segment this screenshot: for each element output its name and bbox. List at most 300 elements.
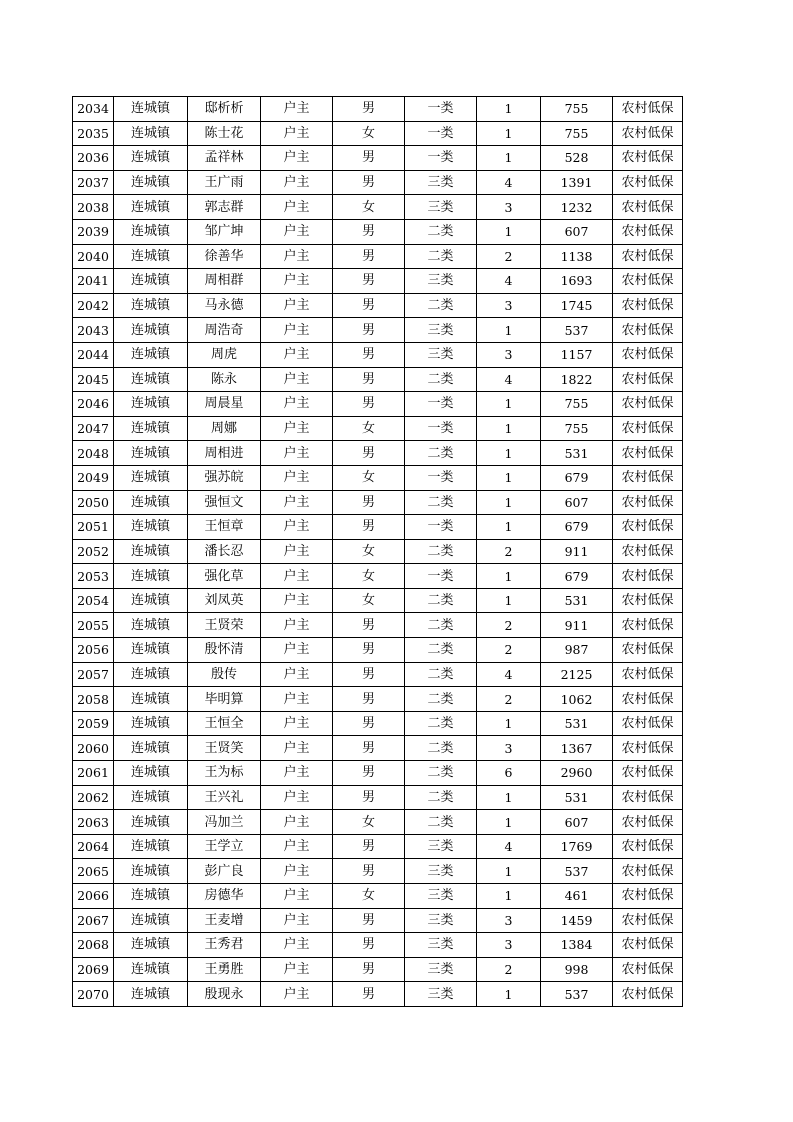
cell-relation: 户主 <box>261 244 333 269</box>
cell-name: 潘长忍 <box>188 539 261 564</box>
cell-id: 2043 <box>73 318 114 343</box>
table-row <box>73 219 683 244</box>
cell-members: 4 <box>477 834 541 859</box>
cell-amount: 998 <box>541 957 613 982</box>
cell-members: 3 <box>477 736 541 761</box>
cell-type: 农村低保 <box>613 170 683 195</box>
cell-id: 2067 <box>73 908 114 933</box>
cell-gender: 男 <box>333 638 405 663</box>
cell-amount: 1745 <box>541 293 613 318</box>
cell-town: 连城镇 <box>114 97 188 122</box>
cell-gender: 女 <box>333 884 405 909</box>
cell-name: 强化草 <box>188 564 261 589</box>
cell-amount: 755 <box>541 121 613 146</box>
table-row <box>73 392 683 417</box>
cell-members: 1 <box>477 564 541 589</box>
cell-name: 邹广坤 <box>188 219 261 244</box>
cell-relation: 户主 <box>261 908 333 933</box>
cell-gender: 男 <box>333 834 405 859</box>
table-row <box>73 859 683 884</box>
cell-id: 2059 <box>73 711 114 736</box>
cell-id: 2049 <box>73 465 114 490</box>
cell-members: 3 <box>477 195 541 220</box>
cell-category: 一类 <box>405 564 477 589</box>
cell-name: 殷传 <box>188 662 261 687</box>
cell-name: 王贤荣 <box>188 613 261 638</box>
cell-name: 强恒文 <box>188 490 261 515</box>
cell-gender: 男 <box>333 736 405 761</box>
cell-town: 连城镇 <box>114 342 188 367</box>
cell-gender: 男 <box>333 662 405 687</box>
cell-town: 连城镇 <box>114 711 188 736</box>
cell-gender: 男 <box>333 982 405 1007</box>
cell-town: 连城镇 <box>114 367 188 392</box>
cell-members: 3 <box>477 933 541 958</box>
table-row <box>73 244 683 269</box>
cell-relation: 户主 <box>261 490 333 515</box>
cell-id: 2037 <box>73 170 114 195</box>
cell-town: 连城镇 <box>114 539 188 564</box>
cell-gender: 男 <box>333 490 405 515</box>
table-row <box>73 269 683 294</box>
cell-type: 农村低保 <box>613 687 683 712</box>
cell-gender: 女 <box>333 416 405 441</box>
cell-category: 二类 <box>405 490 477 515</box>
cell-category: 一类 <box>405 392 477 417</box>
cell-type: 农村低保 <box>613 121 683 146</box>
cell-category: 一类 <box>405 515 477 540</box>
cell-category: 二类 <box>405 293 477 318</box>
cell-gender: 男 <box>333 687 405 712</box>
table-row <box>73 490 683 515</box>
cell-type: 农村低保 <box>613 810 683 835</box>
cell-name: 刘凤英 <box>188 588 261 613</box>
cell-category: 二类 <box>405 244 477 269</box>
cell-amount: 537 <box>541 982 613 1007</box>
cell-relation: 户主 <box>261 957 333 982</box>
table-row <box>73 293 683 318</box>
cell-name: 王恒章 <box>188 515 261 540</box>
cell-type: 农村低保 <box>613 933 683 958</box>
cell-name: 王恒全 <box>188 711 261 736</box>
cell-amount: 1769 <box>541 834 613 859</box>
cell-members: 4 <box>477 367 541 392</box>
cell-members: 1 <box>477 884 541 909</box>
cell-relation: 户主 <box>261 465 333 490</box>
cell-amount: 607 <box>541 810 613 835</box>
cell-amount: 755 <box>541 416 613 441</box>
cell-category: 二类 <box>405 810 477 835</box>
cell-category: 三类 <box>405 884 477 909</box>
cell-id: 2070 <box>73 982 114 1007</box>
cell-gender: 男 <box>333 515 405 540</box>
cell-town: 连城镇 <box>114 441 188 466</box>
cell-name: 毕明算 <box>188 687 261 712</box>
cell-gender: 女 <box>333 588 405 613</box>
cell-category: 二类 <box>405 761 477 786</box>
cell-relation: 户主 <box>261 834 333 859</box>
cell-town: 连城镇 <box>114 170 188 195</box>
cell-type: 农村低保 <box>613 613 683 638</box>
cell-category: 二类 <box>405 662 477 687</box>
cell-amount: 607 <box>541 219 613 244</box>
cell-town: 连城镇 <box>114 416 188 441</box>
cell-amount: 531 <box>541 441 613 466</box>
cell-members: 1 <box>477 97 541 122</box>
cell-relation: 户主 <box>261 982 333 1007</box>
table-row <box>73 195 683 220</box>
cell-members: 1 <box>477 859 541 884</box>
cell-members: 2 <box>477 687 541 712</box>
cell-category: 一类 <box>405 416 477 441</box>
table-row <box>73 441 683 466</box>
cell-id: 2045 <box>73 367 114 392</box>
cell-gender: 男 <box>333 441 405 466</box>
cell-type: 农村低保 <box>613 465 683 490</box>
cell-type: 农村低保 <box>613 195 683 220</box>
cell-gender: 男 <box>333 908 405 933</box>
cell-town: 连城镇 <box>114 195 188 220</box>
cell-relation: 户主 <box>261 810 333 835</box>
cell-relation: 户主 <box>261 736 333 761</box>
cell-name: 殷现永 <box>188 982 261 1007</box>
table-row <box>73 834 683 859</box>
cell-members: 6 <box>477 761 541 786</box>
cell-town: 连城镇 <box>114 490 188 515</box>
cell-town: 连城镇 <box>114 269 188 294</box>
table-row <box>73 170 683 195</box>
cell-amount: 911 <box>541 539 613 564</box>
table-row <box>73 638 683 663</box>
table-row <box>73 687 683 712</box>
cell-name: 陈永 <box>188 367 261 392</box>
cell-type: 农村低保 <box>613 834 683 859</box>
cell-amount: 679 <box>541 564 613 589</box>
cell-town: 连城镇 <box>114 515 188 540</box>
cell-name: 彭广良 <box>188 859 261 884</box>
cell-type: 农村低保 <box>613 662 683 687</box>
cell-town: 连城镇 <box>114 293 188 318</box>
cell-category: 三类 <box>405 170 477 195</box>
cell-type: 农村低保 <box>613 761 683 786</box>
cell-category: 三类 <box>405 908 477 933</box>
cell-type: 农村低保 <box>613 638 683 663</box>
cell-name: 王秀君 <box>188 933 261 958</box>
cell-name: 王贤笑 <box>188 736 261 761</box>
table-row <box>73 957 683 982</box>
cell-type: 农村低保 <box>613 269 683 294</box>
cell-relation: 户主 <box>261 219 333 244</box>
cell-gender: 男 <box>333 146 405 171</box>
cell-type: 农村低保 <box>613 711 683 736</box>
cell-type: 农村低保 <box>613 957 683 982</box>
cell-type: 农村低保 <box>613 342 683 367</box>
cell-category: 二类 <box>405 539 477 564</box>
cell-name: 殷怀清 <box>188 638 261 663</box>
table-row <box>73 97 683 122</box>
cell-category: 三类 <box>405 342 477 367</box>
cell-gender: 男 <box>333 219 405 244</box>
cell-town: 连城镇 <box>114 761 188 786</box>
cell-town: 连城镇 <box>114 957 188 982</box>
cell-name: 强苏皖 <box>188 465 261 490</box>
cell-gender: 男 <box>333 318 405 343</box>
cell-category: 三类 <box>405 269 477 294</box>
cell-members: 1 <box>477 392 541 417</box>
table-row <box>73 367 683 392</box>
cell-relation: 户主 <box>261 269 333 294</box>
table-row <box>73 539 683 564</box>
cell-id: 2046 <box>73 392 114 417</box>
cell-amount: 2960 <box>541 761 613 786</box>
cell-relation: 户主 <box>261 711 333 736</box>
cell-name: 王为标 <box>188 761 261 786</box>
cell-relation: 户主 <box>261 342 333 367</box>
cell-id: 2069 <box>73 957 114 982</box>
table-row <box>73 761 683 786</box>
table-row <box>73 613 683 638</box>
cell-type: 农村低保 <box>613 564 683 589</box>
cell-id: 2039 <box>73 219 114 244</box>
cell-category: 一类 <box>405 121 477 146</box>
cell-type: 农村低保 <box>613 416 683 441</box>
cell-type: 农村低保 <box>613 982 683 1007</box>
cell-town: 连城镇 <box>114 318 188 343</box>
cell-name: 孟祥林 <box>188 146 261 171</box>
cell-category: 二类 <box>405 613 477 638</box>
cell-members: 2 <box>477 613 541 638</box>
cell-category: 二类 <box>405 441 477 466</box>
cell-members: 1 <box>477 146 541 171</box>
table-row <box>73 146 683 171</box>
cell-name: 周相群 <box>188 269 261 294</box>
cell-amount: 1384 <box>541 933 613 958</box>
cell-type: 农村低保 <box>613 146 683 171</box>
cell-category: 三类 <box>405 982 477 1007</box>
cell-relation: 户主 <box>261 416 333 441</box>
cell-type: 农村低保 <box>613 859 683 884</box>
cell-town: 连城镇 <box>114 834 188 859</box>
cell-town: 连城镇 <box>114 638 188 663</box>
table-row <box>73 736 683 761</box>
cell-gender: 女 <box>333 195 405 220</box>
cell-type: 农村低保 <box>613 244 683 269</box>
cell-members: 1 <box>477 711 541 736</box>
cell-gender: 男 <box>333 957 405 982</box>
cell-gender: 女 <box>333 564 405 589</box>
cell-town: 连城镇 <box>114 982 188 1007</box>
cell-name: 徐善华 <box>188 244 261 269</box>
cell-town: 连城镇 <box>114 933 188 958</box>
cell-name: 王学立 <box>188 834 261 859</box>
cell-gender: 女 <box>333 121 405 146</box>
cell-id: 2044 <box>73 342 114 367</box>
cell-members: 1 <box>477 441 541 466</box>
cell-relation: 户主 <box>261 687 333 712</box>
cell-gender: 男 <box>333 392 405 417</box>
cell-members: 4 <box>477 269 541 294</box>
cell-amount: 679 <box>541 515 613 540</box>
cell-relation: 户主 <box>261 392 333 417</box>
cell-name: 邸析析 <box>188 97 261 122</box>
cell-gender: 男 <box>333 269 405 294</box>
cell-name: 王麦增 <box>188 908 261 933</box>
cell-type: 农村低保 <box>613 219 683 244</box>
cell-relation: 户主 <box>261 146 333 171</box>
cell-members: 2 <box>477 957 541 982</box>
cell-relation: 户主 <box>261 662 333 687</box>
cell-members: 1 <box>477 490 541 515</box>
cell-amount: 1062 <box>541 687 613 712</box>
cell-category: 二类 <box>405 785 477 810</box>
cell-category: 三类 <box>405 859 477 884</box>
cell-members: 4 <box>477 170 541 195</box>
cell-members: 1 <box>477 982 541 1007</box>
cell-type: 农村低保 <box>613 441 683 466</box>
cell-gender: 男 <box>333 613 405 638</box>
cell-amount: 531 <box>541 588 613 613</box>
cell-relation: 户主 <box>261 933 333 958</box>
cell-id: 2068 <box>73 933 114 958</box>
cell-members: 1 <box>477 785 541 810</box>
cell-category: 三类 <box>405 834 477 859</box>
cell-type: 农村低保 <box>613 293 683 318</box>
cell-town: 连城镇 <box>114 121 188 146</box>
cell-relation: 户主 <box>261 761 333 786</box>
cell-category: 三类 <box>405 318 477 343</box>
table-row <box>73 982 683 1007</box>
cell-relation: 户主 <box>261 638 333 663</box>
cell-id: 2061 <box>73 761 114 786</box>
table-row <box>73 342 683 367</box>
cell-id: 2058 <box>73 687 114 712</box>
cell-amount: 1822 <box>541 367 613 392</box>
table-row <box>73 711 683 736</box>
cell-members: 2 <box>477 638 541 663</box>
cell-category: 二类 <box>405 687 477 712</box>
table-row <box>73 416 683 441</box>
cell-gender: 女 <box>333 539 405 564</box>
cell-town: 连城镇 <box>114 613 188 638</box>
cell-id: 2052 <box>73 539 114 564</box>
cell-id: 2047 <box>73 416 114 441</box>
cell-members: 4 <box>477 662 541 687</box>
cell-id: 2042 <box>73 293 114 318</box>
cell-type: 农村低保 <box>613 515 683 540</box>
cell-amount: 679 <box>541 465 613 490</box>
cell-town: 连城镇 <box>114 785 188 810</box>
cell-name: 王广雨 <box>188 170 261 195</box>
cell-members: 1 <box>477 416 541 441</box>
cell-type: 农村低保 <box>613 588 683 613</box>
cell-id: 2041 <box>73 269 114 294</box>
cell-name: 郭志群 <box>188 195 261 220</box>
cell-relation: 户主 <box>261 588 333 613</box>
cell-category: 二类 <box>405 367 477 392</box>
table-row <box>73 884 683 909</box>
cell-relation: 户主 <box>261 195 333 220</box>
cell-type: 农村低保 <box>613 884 683 909</box>
cell-name: 王勇胜 <box>188 957 261 982</box>
table-row <box>73 662 683 687</box>
cell-category: 三类 <box>405 957 477 982</box>
cell-members: 3 <box>477 293 541 318</box>
cell-type: 农村低保 <box>613 539 683 564</box>
cell-relation: 户主 <box>261 441 333 466</box>
table-row <box>73 318 683 343</box>
cell-name: 马永德 <box>188 293 261 318</box>
cell-town: 连城镇 <box>114 244 188 269</box>
cell-id: 2063 <box>73 810 114 835</box>
cell-name: 周浩奇 <box>188 318 261 343</box>
cell-id: 2064 <box>73 834 114 859</box>
cell-category: 二类 <box>405 219 477 244</box>
cell-relation: 户主 <box>261 318 333 343</box>
cell-category: 二类 <box>405 588 477 613</box>
cell-name: 房德华 <box>188 884 261 909</box>
table-body <box>73 97 683 1007</box>
cell-relation: 户主 <box>261 121 333 146</box>
cell-id: 2065 <box>73 859 114 884</box>
cell-category: 一类 <box>405 465 477 490</box>
cell-name: 周虎 <box>188 342 261 367</box>
cell-relation: 户主 <box>261 97 333 122</box>
table-row <box>73 588 683 613</box>
cell-category: 二类 <box>405 638 477 663</box>
cell-relation: 户主 <box>261 859 333 884</box>
cell-type: 农村低保 <box>613 392 683 417</box>
cell-type: 农村低保 <box>613 490 683 515</box>
cell-town: 连城镇 <box>114 588 188 613</box>
cell-id: 2036 <box>73 146 114 171</box>
cell-type: 农村低保 <box>613 785 683 810</box>
cell-relation: 户主 <box>261 613 333 638</box>
cell-category: 三类 <box>405 195 477 220</box>
cell-relation: 户主 <box>261 515 333 540</box>
cell-amount: 461 <box>541 884 613 909</box>
cell-gender: 男 <box>333 97 405 122</box>
cell-id: 2050 <box>73 490 114 515</box>
table-row <box>73 908 683 933</box>
cell-members: 1 <box>477 515 541 540</box>
table-row <box>73 121 683 146</box>
cell-id: 2035 <box>73 121 114 146</box>
cell-amount: 911 <box>541 613 613 638</box>
cell-amount: 1459 <box>541 908 613 933</box>
cell-amount: 1693 <box>541 269 613 294</box>
cell-town: 连城镇 <box>114 564 188 589</box>
cell-id: 2040 <box>73 244 114 269</box>
cell-category: 三类 <box>405 933 477 958</box>
cell-members: 2 <box>477 244 541 269</box>
cell-id: 2066 <box>73 884 114 909</box>
cell-relation: 户主 <box>261 785 333 810</box>
cell-town: 连城镇 <box>114 810 188 835</box>
cell-category: 二类 <box>405 736 477 761</box>
cell-category: 一类 <box>405 97 477 122</box>
cell-name: 王兴礼 <box>188 785 261 810</box>
cell-town: 连城镇 <box>114 465 188 490</box>
cell-name: 周娜 <box>188 416 261 441</box>
cell-amount: 1391 <box>541 170 613 195</box>
cell-gender: 男 <box>333 933 405 958</box>
cell-category: 二类 <box>405 711 477 736</box>
cell-gender: 男 <box>333 761 405 786</box>
cell-gender: 男 <box>333 293 405 318</box>
cell-gender: 男 <box>333 367 405 392</box>
table-row <box>73 933 683 958</box>
table-row <box>73 515 683 540</box>
